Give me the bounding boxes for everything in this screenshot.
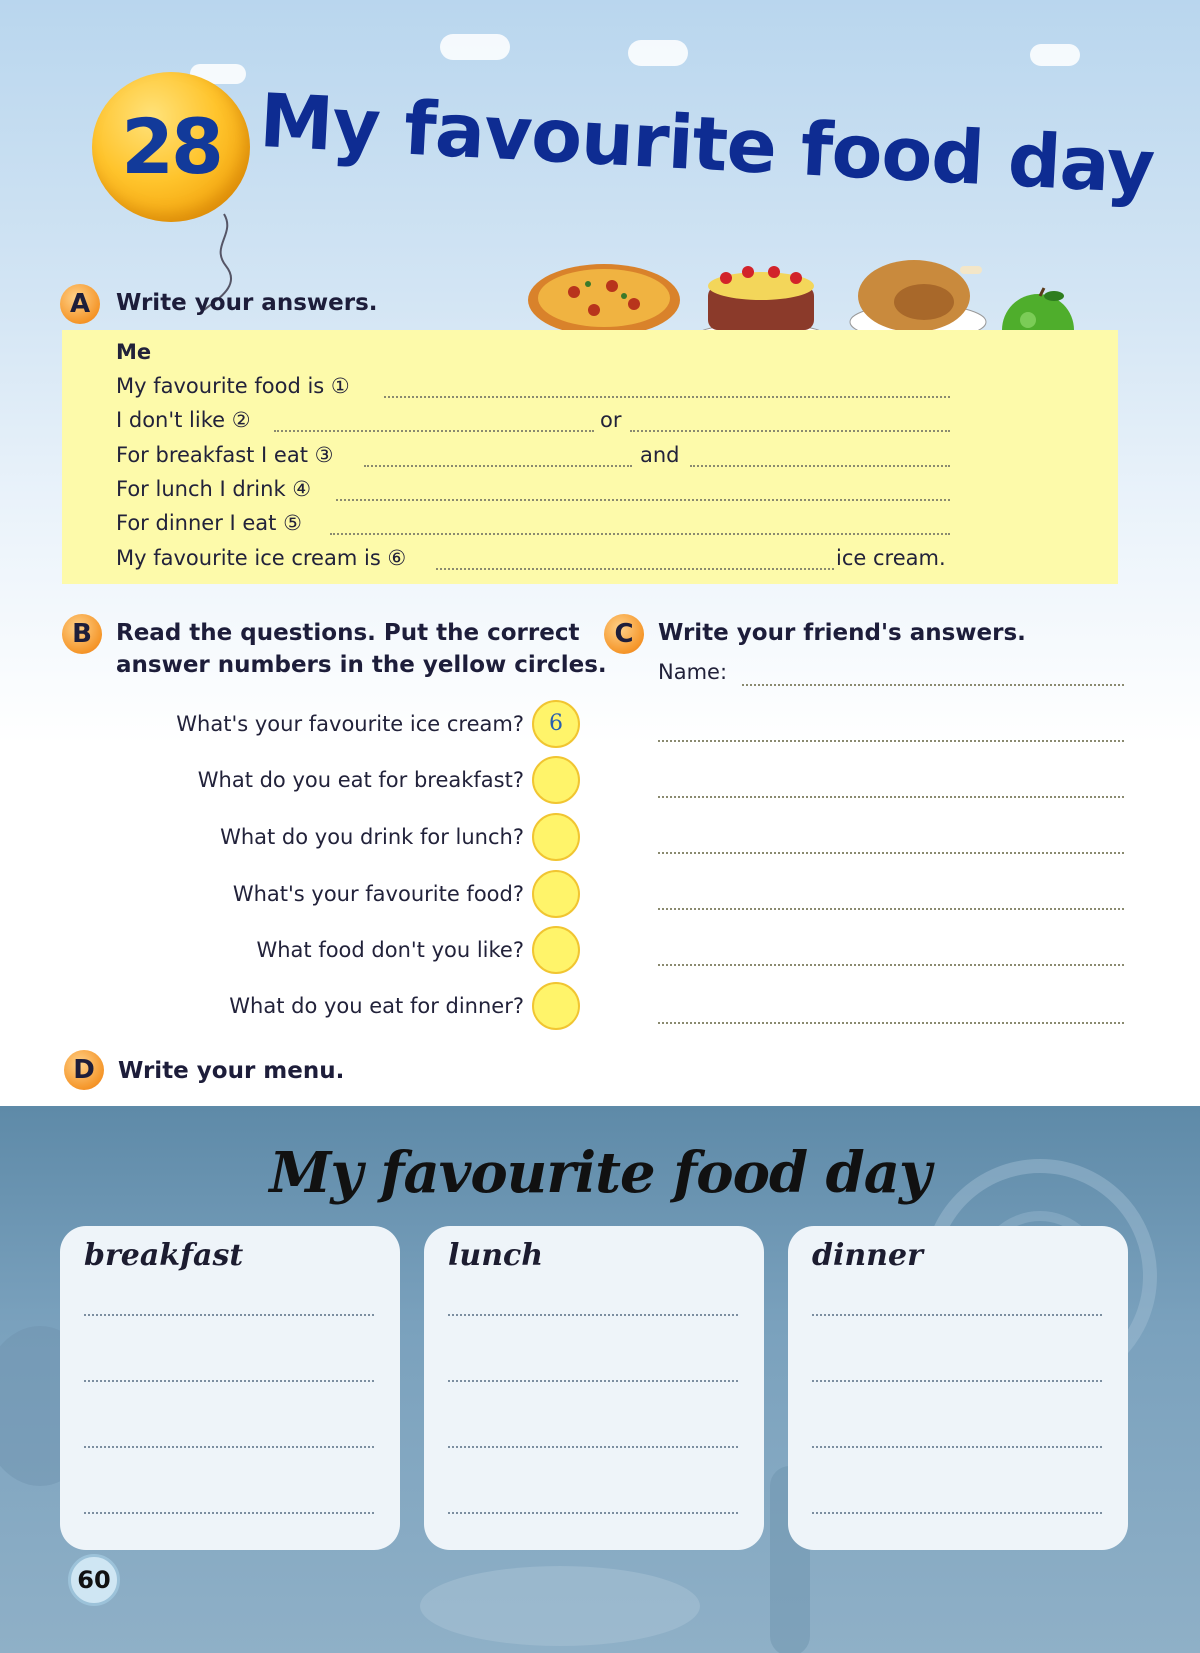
section-a-badge: A [60,284,100,324]
friend-answer-line[interactable] [658,964,1124,966]
answer-line-3a[interactable] [364,465,632,467]
ice-cream-prompt: My favourite ice cream is ⑥ [116,546,407,570]
menu-title: My favourite food day [269,1140,931,1206]
and-word: and [640,443,680,467]
ice-cream-suffix: ice cream. [836,546,946,570]
menu-line[interactable] [448,1380,738,1382]
menu-line[interactable] [84,1314,374,1316]
menu-card-lunch [424,1226,764,1550]
answer-line-1[interactable] [384,396,950,398]
section-a-heading: Write your answers. [116,290,378,316]
friend-answer-line[interactable] [658,1022,1124,1024]
answer-circle-3[interactable] [532,813,580,861]
cloud-decoration [440,34,510,60]
friend-answer-line[interactable] [658,740,1124,742]
answer-circle-1[interactable]: 6 [532,700,580,748]
menu-card-heading: breakfast [84,1238,244,1273]
pizza-icon [524,252,684,342]
answer-line-6[interactable] [436,568,834,570]
lunch-prompt: For lunch I drink ④ [116,477,312,501]
menu-card-heading: lunch [448,1238,544,1273]
question-6: What do you eat for dinner? [229,994,524,1018]
section-c-heading: Write your friend's answers. [658,620,1026,646]
menu-line[interactable] [812,1314,1102,1316]
question-1: What's your favourite ice cream? [176,712,524,736]
question-2: What do you eat for breakfast? [197,768,524,792]
answer-line-3b[interactable] [690,465,950,467]
menu-line[interactable] [448,1512,738,1514]
menu-line[interactable] [448,1446,738,1448]
answer-circle-5[interactable] [532,926,580,974]
section-b-heading-line1: Read the questions. Put the correct [116,620,580,646]
friend-answer-line[interactable] [658,852,1124,854]
page-number: 60 [68,1554,120,1606]
answer-line-2b[interactable] [630,430,950,432]
menu-card-dinner [788,1226,1128,1550]
menu-line[interactable] [812,1380,1102,1382]
section-b-heading-line2: answer numbers in the yellow circles. [116,652,607,678]
page-title: My favourite food day [257,78,1156,211]
menu-line[interactable] [812,1512,1102,1514]
section-c-badge: C [604,614,644,654]
menu-card-heading: dinner [812,1238,923,1273]
question-3: What do you drink for lunch? [220,825,524,849]
dinner-prompt: For dinner I eat ⑤ [116,511,302,535]
favourite-food-prompt: My favourite food is ① [116,374,350,398]
answer-circle-6[interactable] [532,982,580,1030]
question-5: What food don't you like? [256,938,524,962]
answer-circle-2[interactable] [532,756,580,804]
answer-line-4[interactable] [336,499,950,501]
cloud-decoration [628,40,688,66]
friend-answer-line[interactable] [658,796,1124,798]
section-b-badge: B [62,614,102,654]
menu-line[interactable] [84,1512,374,1514]
friend-answer-line[interactable] [658,908,1124,910]
section-d-heading: Write your menu. [118,1058,345,1084]
answer-line-2a[interactable] [274,430,594,432]
cloud-decoration [1030,44,1080,66]
menu-line[interactable] [84,1380,374,1382]
friend-name-line[interactable] [742,684,1124,686]
unit-balloon [92,72,250,222]
menu-card-breakfast [60,1226,400,1550]
answer-line-5[interactable] [330,533,950,535]
menu-line[interactable] [84,1446,374,1448]
dislike-prompt: I don't like ② [116,408,251,432]
me-label: Me [116,340,152,364]
friend-name-label: Name: [658,660,728,684]
menu-line[interactable] [448,1314,738,1316]
question-4: What's your favourite food? [232,882,524,906]
breakfast-prompt: For breakfast I eat ③ [116,443,334,467]
answer-circle-4[interactable] [532,870,580,918]
section-d-badge: D [64,1050,104,1090]
or-word: or [600,408,622,432]
menu-line[interactable] [812,1446,1102,1448]
unit-number: 28 [121,102,221,191]
